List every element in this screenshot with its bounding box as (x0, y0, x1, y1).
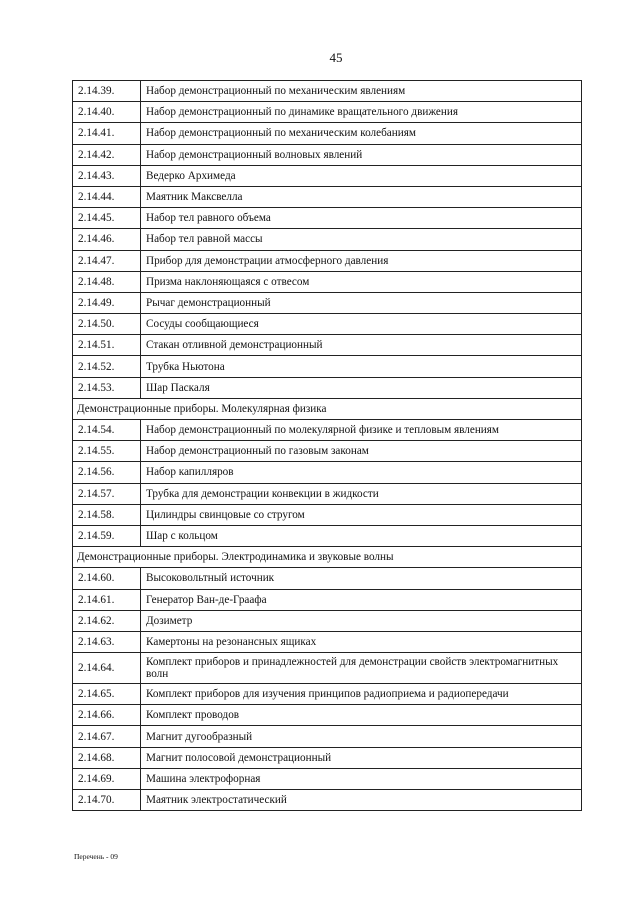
page-number: 45 (329, 50, 343, 65)
item-number: 2.14.63. (73, 631, 141, 652)
item-name: Магнит полосовой демонстрационный (141, 747, 582, 768)
table-row (73, 790, 582, 811)
table-row (73, 165, 582, 186)
item-name: Шар Паскаля (141, 377, 582, 398)
item-number: 2.14.55. (73, 441, 141, 462)
table-row (73, 229, 582, 250)
item-name: Комплект приборов и принадлежностей для демонстрации свойств электромагнитных волн (141, 653, 582, 684)
table-row (73, 504, 582, 525)
table-row (73, 81, 582, 102)
item-name: Рычаг демонстрационный (141, 292, 582, 313)
item-number: 2.14.51. (73, 335, 141, 356)
table-row (73, 335, 582, 356)
item-number: 2.14.52. (73, 356, 141, 377)
table-row (73, 768, 582, 789)
table-row (73, 483, 582, 504)
item-name: Сосуды сообщающиеся (141, 314, 582, 335)
table-row (73, 314, 582, 335)
table-row (73, 208, 582, 229)
table-row (73, 102, 582, 123)
table-row (73, 747, 582, 768)
table-row (73, 726, 582, 747)
table-row (73, 377, 582, 398)
item-number: 2.14.59. (73, 525, 141, 546)
item-name: Трубка для демонстрации конвекции в жидкости (141, 483, 582, 504)
item-name: Набор тел равной массы (141, 229, 582, 250)
item-name: Генератор Ван-де-Граафа (141, 589, 582, 610)
item-name: Набор демонстрационный по динамике вращательного движения (141, 102, 582, 123)
item-number: 2.14.49. (73, 292, 141, 313)
equipment-table (72, 80, 582, 811)
section-header-row (73, 547, 582, 568)
item-number: 2.14.60. (73, 568, 141, 589)
item-name: Набор демонстрационный по механическим колебаниям (141, 123, 582, 144)
table-row (73, 123, 582, 144)
item-number: 2.14.54. (73, 420, 141, 441)
table-row (73, 684, 582, 705)
item-name: Маятник электростатический (141, 790, 582, 811)
item-number: 2.14.39. (73, 81, 141, 102)
item-number: 2.14.56. (73, 462, 141, 483)
item-number: 2.14.53. (73, 377, 141, 398)
item-name: Машина электрофорная (141, 768, 582, 789)
item-name: Набор демонстрационный по молекулярной физике и тепловым явлениям (141, 420, 582, 441)
table-row (73, 271, 582, 292)
table-row (73, 441, 582, 462)
item-number: 2.14.42. (73, 144, 141, 165)
item-number: 2.14.40. (73, 102, 141, 123)
table-row (73, 356, 582, 377)
item-number: 2.14.68. (73, 747, 141, 768)
item-number: 2.14.64. (73, 653, 141, 684)
item-number: 2.14.47. (73, 250, 141, 271)
item-name: Набор демонстрационный по газовым законам (141, 441, 582, 462)
item-number: 2.14.41. (73, 123, 141, 144)
table-row (73, 186, 582, 207)
item-name: Маятник Максвелла (141, 186, 582, 207)
item-name: Комплект проводов (141, 705, 582, 726)
item-number: 2.14.45. (73, 208, 141, 229)
item-name: Шар с кольцом (141, 525, 582, 546)
footer-label: Перечень - 09 (74, 852, 118, 861)
section-title: Демонстрационные приборы. Электродинамика и звуковые волны (73, 547, 582, 568)
item-number: 2.14.50. (73, 314, 141, 335)
table-row (73, 144, 582, 165)
item-number: 2.14.57. (73, 483, 141, 504)
item-number: 2.14.66. (73, 705, 141, 726)
section-header-row (73, 398, 582, 419)
item-name: Прибор для демонстрации атмосферного давления (141, 250, 582, 271)
item-name: Стакан отливной демонстрационный (141, 335, 582, 356)
item-name: Набор демонстрационный волновых явлений (141, 144, 582, 165)
item-number: 2.14.61. (73, 589, 141, 610)
table-row (73, 420, 582, 441)
item-number: 2.14.69. (73, 768, 141, 789)
item-number: 2.14.62. (73, 610, 141, 631)
item-number: 2.14.46. (73, 229, 141, 250)
item-name: Высоковольтный источник (141, 568, 582, 589)
table-row (73, 705, 582, 726)
item-number: 2.14.70. (73, 790, 141, 811)
table-row (73, 250, 582, 271)
item-name: Дозиметр (141, 610, 582, 631)
item-name: Набор демонстрационный по механическим явлениям (141, 81, 582, 102)
item-name: Призма наклоняющаяся с отвесом (141, 271, 582, 292)
item-name: Набор тел равного объема (141, 208, 582, 229)
item-number: 2.14.67. (73, 726, 141, 747)
table-row (73, 631, 582, 652)
item-name: Магнит дугообразный (141, 726, 582, 747)
item-number: 2.14.48. (73, 271, 141, 292)
item-name: Ведерко Архимеда (141, 165, 582, 186)
item-name: Набор капилляров (141, 462, 582, 483)
item-name: Цилиндры свинцовые со стругом (141, 504, 582, 525)
table-row (73, 610, 582, 631)
item-number: 2.14.58. (73, 504, 141, 525)
table-row (73, 462, 582, 483)
item-number: 2.14.65. (73, 684, 141, 705)
table-row (73, 292, 582, 313)
item-number: 2.14.43. (73, 165, 141, 186)
item-name: Комплект приборов для изучения принципов радиоприема и радиопередачи (141, 684, 582, 705)
table-row (73, 525, 582, 546)
item-number: 2.14.44. (73, 186, 141, 207)
item-name: Камертоны на резонансных ящиках (141, 631, 582, 652)
item-name: Трубка Ньютона (141, 356, 582, 377)
table-row (73, 653, 582, 684)
section-title: Демонстрационные приборы. Молекулярная физика (73, 398, 582, 419)
table-row (73, 568, 582, 589)
table-row (73, 589, 582, 610)
